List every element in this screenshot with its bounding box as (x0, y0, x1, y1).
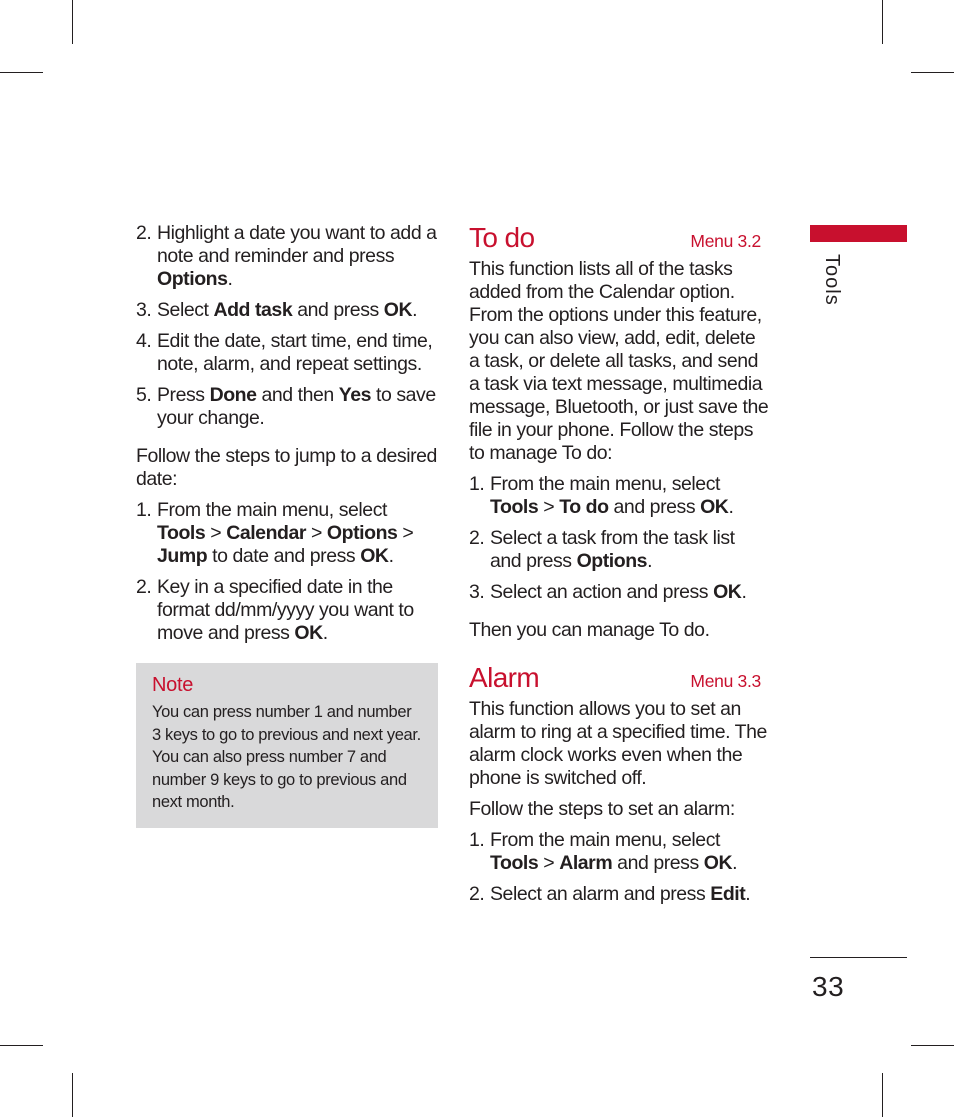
page-number-rule (810, 957, 907, 958)
page-number: 33 (812, 971, 845, 1002)
step-run: Select (157, 299, 214, 321)
step-text (157, 330, 432, 375)
step-number: 4. (136, 330, 152, 352)
step-run: > (205, 522, 227, 544)
step-number: 5. (136, 384, 152, 406)
jump-steps-list (136, 499, 438, 645)
section-tab-label: Tools (821, 254, 843, 306)
step-text (490, 829, 737, 874)
step-item (469, 581, 769, 604)
step-text (490, 527, 735, 572)
step-run: and press (292, 299, 384, 321)
step-emphasis: Jump (157, 545, 208, 567)
step-run: and press (608, 496, 701, 518)
alarm-heading (469, 662, 769, 694)
crop-mark (0, 72, 43, 73)
step-run: Select an action and press (490, 581, 714, 603)
alarm-steps-list (469, 829, 769, 906)
note-box (136, 663, 438, 828)
step-run: Press (157, 384, 210, 406)
step-emphasis: Options (576, 550, 648, 572)
step-item (469, 829, 769, 875)
step-number: 2. (136, 576, 152, 598)
step-run: Select a task from the task list and press (490, 527, 735, 572)
crop-mark (882, 0, 883, 44)
step-run: and press (612, 852, 704, 874)
step-emphasis: Options (157, 268, 228, 290)
alarm-menu-number: Menu 3.3 (690, 671, 761, 691)
step-run: to date and press (207, 545, 361, 567)
step-emphasis: Tools (490, 852, 539, 874)
step-number: 1. (469, 829, 485, 851)
jump-intro: Follow the steps to jump to a desired date: (136, 445, 437, 490)
step-run: . (322, 622, 328, 644)
step-run: Highlight a date you want to add a note and reminder and press (157, 222, 437, 267)
step-run: . (745, 883, 751, 905)
step-item (136, 384, 438, 430)
right-column (469, 222, 769, 914)
crop-mark (911, 72, 954, 73)
step-text (490, 473, 733, 518)
step-text (157, 299, 417, 321)
step-emphasis: OK (700, 496, 729, 518)
step-emphasis: OK (703, 852, 733, 874)
step-run: . (728, 496, 734, 518)
step-emphasis: OK (294, 622, 323, 644)
step-emphasis: OK (713, 581, 742, 603)
todo-heading (469, 222, 769, 254)
crop-mark (72, 0, 73, 44)
step-emphasis: To do (559, 496, 609, 518)
step-item (469, 527, 769, 573)
step-text (157, 576, 414, 644)
todo-menu-number: Menu 3.2 (690, 231, 761, 251)
step-item (136, 499, 438, 568)
step-run: > (538, 852, 560, 874)
step-run: Select an alarm and press (490, 883, 711, 905)
step-run: From the main menu, select (490, 473, 720, 495)
step-emphasis: Tools (157, 522, 206, 544)
step-text (490, 581, 746, 603)
step-text (157, 384, 436, 429)
step-run: . (388, 545, 394, 567)
todo-title: To do (469, 222, 535, 253)
step-number: 3. (136, 299, 152, 321)
alarm-intro: This function allows you to set an alarm to ring at a specified time. The alarm clock works even when the phone is switched off. (469, 698, 767, 789)
step-run: . (227, 268, 233, 290)
todo-steps-list (469, 473, 769, 604)
step-run: From the main menu, select (490, 829, 720, 851)
step-run: From the main menu, select (157, 499, 387, 521)
step-emphasis: Edit (710, 883, 746, 905)
todo-section (469, 222, 769, 642)
step-item (136, 576, 438, 645)
step-number: 2. (469, 527, 485, 549)
step-text (157, 222, 437, 290)
step-item (469, 473, 769, 519)
step-item (136, 299, 438, 322)
step-number: 3. (469, 581, 485, 603)
step-emphasis: Done (209, 384, 257, 406)
left-column (136, 222, 438, 828)
step-item (136, 330, 438, 376)
step-emphasis: Alarm (559, 852, 613, 874)
alarm-steps-intro: Follow the steps to set an alarm: (469, 798, 735, 820)
step-run: > (538, 496, 560, 518)
step-emphasis: Add task (213, 299, 293, 321)
step-item (136, 222, 438, 291)
calendar-steps-list (136, 222, 438, 430)
todo-intro: This function lists all of the tasks added from the Calendar option. From the options under this feature, you can also view, add, edit, delete a task, or delete all tasks, and send a task via text message, multimedia message, Bluetooth, or just save the file in your phone. Follow the steps to manage To do: (469, 258, 769, 464)
crop-mark (0, 1045, 43, 1046)
step-number: 1. (469, 473, 485, 495)
step-run: . (647, 550, 653, 572)
step-run: . (741, 581, 747, 603)
step-item (469, 883, 769, 906)
step-number: 2. (469, 883, 485, 905)
section-tab-bar (810, 225, 907, 242)
step-run: and then (256, 384, 339, 406)
step-run: > (306, 522, 327, 544)
step-run: Key in a specified date in the format dd/mm/yyyy you want to move and press (157, 576, 414, 644)
step-emphasis: Options (326, 522, 398, 544)
crop-mark (72, 1073, 73, 1117)
step-emphasis: OK (360, 545, 389, 567)
step-run: . (732, 852, 738, 874)
step-emphasis: Calendar (226, 522, 307, 544)
step-emphasis: Yes (338, 384, 372, 406)
crop-mark (882, 1073, 883, 1117)
step-emphasis: OK (383, 299, 413, 321)
step-run: to save your change. (157, 384, 436, 429)
step-text (490, 883, 750, 905)
step-run: . (412, 299, 418, 321)
alarm-title: Alarm (469, 662, 540, 693)
note-title: Note (152, 674, 194, 696)
step-number: 2. (136, 222, 152, 244)
step-run: > (397, 522, 414, 544)
crop-mark (911, 1045, 954, 1046)
note-body: You can press number 1 and number 3 keys to go to previous and next year. You can also press number 7 and number 9 keys to go to previous and next month. (152, 703, 421, 811)
step-number: 1. (136, 499, 152, 521)
alarm-section (469, 662, 769, 906)
todo-outro: Then you can manage To do. (469, 619, 710, 641)
step-text (157, 499, 413, 567)
step-run: Edit the date, start time, end time, note, alarm, and repeat settings. (157, 330, 433, 375)
step-emphasis: Tools (490, 496, 539, 518)
